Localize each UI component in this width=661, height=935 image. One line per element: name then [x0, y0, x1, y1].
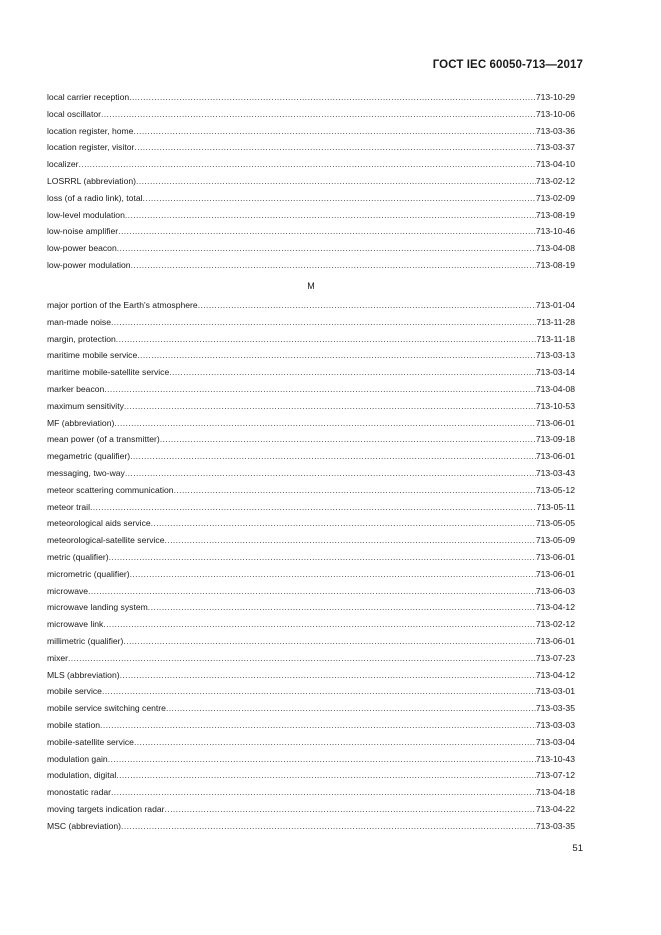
index-term: LOSRRL (abbreviation)	[47, 175, 137, 186]
dot-leader	[118, 223, 536, 240]
index-term: micrometric (qualifier)	[47, 568, 130, 579]
index-term: millimetric (qualifier)	[47, 635, 124, 646]
dot-leader	[102, 683, 536, 700]
index-code: 713-08-19	[535, 209, 575, 220]
dot-leader	[148, 599, 536, 616]
index-code: 713-04-08	[535, 383, 575, 394]
index-code: 713-10-46	[535, 226, 575, 237]
index-term: meteor scattering communication	[47, 484, 174, 495]
index-entry	[47, 583, 575, 600]
index-code: 713-06-01	[535, 451, 575, 462]
index-code: 713-02-12	[535, 175, 575, 186]
index-entry	[47, 818, 575, 835]
index-entry	[47, 139, 575, 156]
index-code: 713-06-03	[535, 585, 575, 596]
index-code: 713-06-01	[535, 417, 575, 428]
dot-leader	[143, 190, 536, 207]
index-code: 713-03-03	[535, 719, 575, 730]
index-term: margin, protection	[47, 333, 116, 344]
dot-leader	[116, 767, 536, 784]
index-code: 713-03-01	[535, 686, 575, 697]
index-code: 713-10-29	[535, 92, 575, 102]
index-entry	[47, 499, 575, 516]
index-code: 713-05-11	[536, 501, 575, 512]
dot-leader	[131, 257, 536, 274]
index-term: MSC (abbreviation)	[47, 820, 122, 831]
index-term: low-power modulation	[47, 259, 131, 270]
index-entry	[47, 156, 575, 173]
dot-leader	[111, 314, 536, 331]
index-term: monostatic radar	[47, 787, 112, 798]
index-code: 713-03-35	[535, 820, 575, 831]
dot-leader	[124, 398, 536, 415]
index-entry	[47, 566, 575, 583]
dot-leader	[104, 381, 535, 398]
dot-leader	[114, 415, 535, 432]
index-entry	[47, 190, 575, 207]
index-term: mean power (of a transmitter)	[47, 434, 160, 445]
index-code: 713-03-14	[535, 367, 575, 378]
index-code: 713-03-37	[535, 142, 575, 153]
index-code: 713-04-12	[535, 602, 575, 613]
index-entry	[47, 415, 575, 432]
dot-leader	[121, 818, 536, 835]
index-entry	[47, 240, 575, 257]
index-term: mixer	[47, 652, 69, 663]
index-term: messaging, two-way	[47, 467, 125, 478]
dot-leader	[108, 751, 536, 768]
index-term: low-power beacon	[47, 243, 117, 254]
index-entry	[47, 364, 575, 381]
index-term: low-noise amplifier	[47, 226, 119, 237]
index-entry	[47, 448, 575, 465]
index-term: metric (qualifier)	[47, 551, 109, 562]
index-code: 713-04-22	[535, 803, 575, 814]
index-term: meteor trail	[47, 501, 90, 512]
dot-leader	[116, 331, 537, 348]
index-term: location register, visitor	[47, 142, 135, 153]
dot-leader	[165, 801, 536, 818]
index-term: moving targets indication radar	[47, 803, 165, 814]
index-code: 713-02-09	[535, 192, 575, 203]
dot-leader	[130, 448, 536, 465]
index-term: mobile station	[47, 719, 101, 730]
index-term: microwave	[47, 585, 89, 596]
index-entry	[47, 89, 575, 106]
index-entry	[47, 297, 575, 314]
dot-leader	[165, 532, 536, 549]
index-term: modulation, digital	[47, 770, 117, 781]
index-entry	[47, 123, 575, 140]
index-code: 713-10-06	[535, 108, 575, 119]
dot-leader	[125, 207, 536, 224]
index-entry	[47, 515, 575, 532]
index-entry	[47, 173, 575, 190]
index-term: mobile service	[47, 686, 102, 697]
document-header: ГОСТ IEC 60050-713—2017	[432, 59, 583, 71]
index-code: 713-04-18	[535, 787, 575, 798]
index-code: 713-10-43	[535, 753, 575, 764]
index-term: localizer	[47, 159, 79, 170]
dot-leader	[123, 633, 535, 650]
index-term: local oscillator	[47, 108, 101, 119]
index-code: 713-04-10	[535, 159, 575, 170]
index-term: local carrier reception	[47, 92, 130, 102]
index-entry	[47, 398, 575, 415]
dot-leader	[166, 700, 536, 717]
index-term: maritime mobile-satellite service	[47, 367, 170, 378]
index-entry	[47, 482, 575, 499]
dot-leader	[90, 499, 536, 516]
index-code: 713-07-23	[535, 652, 575, 663]
index-code: 713-06-01	[535, 635, 575, 646]
index-code: 713-05-12	[535, 484, 575, 495]
index-entry	[47, 751, 575, 768]
index-entry	[47, 784, 575, 801]
dot-leader	[88, 583, 536, 600]
index-term: mobile service switching centre	[47, 703, 166, 714]
index-code: 713-11-28	[536, 316, 575, 327]
index-term: loss (of a radio link), total	[47, 192, 143, 203]
index-entry	[47, 347, 575, 364]
index-entry	[47, 667, 575, 684]
dot-leader	[137, 347, 536, 364]
dot-leader	[79, 156, 536, 173]
index-entry	[47, 532, 575, 549]
index-code: 713-04-12	[535, 669, 575, 680]
index-term: marker beacon	[47, 383, 105, 394]
index-term: major portion of the Earth's atmosphere	[47, 300, 198, 310]
dot-leader	[134, 734, 536, 751]
index-term: microwave link	[47, 619, 104, 630]
index-term: location register, home	[47, 125, 134, 136]
index-entry	[47, 207, 575, 224]
dot-leader	[117, 240, 536, 257]
dot-leader	[160, 431, 536, 448]
index-code: 713-06-01	[535, 551, 575, 562]
index-code: 713-04-08	[535, 243, 575, 254]
dot-leader	[101, 106, 536, 123]
index-code: 713-09-18	[535, 434, 575, 445]
index-entry	[47, 223, 575, 240]
index-entry	[47, 650, 575, 667]
dot-leader	[129, 89, 536, 106]
dot-leader	[136, 173, 536, 190]
index-entry	[47, 734, 575, 751]
dot-leader	[103, 616, 535, 633]
dot-leader	[100, 717, 536, 734]
index-entry	[47, 683, 575, 700]
index-entry	[47, 465, 575, 482]
index-term: maximum sensitivity	[47, 400, 124, 411]
index-code: 713-03-35	[535, 703, 575, 714]
index-entry	[47, 633, 575, 650]
dot-leader	[68, 650, 536, 667]
index-entry	[47, 700, 575, 717]
index-code: 713-11-18	[536, 333, 575, 344]
page-number: 51	[572, 843, 583, 854]
index-term: low-level modulation	[47, 209, 125, 220]
section-letter-heading: M	[307, 281, 315, 291]
index-code: 713-10-53	[535, 400, 575, 411]
dot-leader	[151, 515, 536, 532]
index-term: mobile-satellite service	[47, 736, 134, 747]
index-code: 713-01-04	[535, 300, 575, 310]
index-code: 713-07-12	[535, 770, 575, 781]
index-entry	[47, 549, 575, 566]
index-term: MLS (abbreviation)	[47, 669, 120, 680]
index-term: maritime mobile service	[47, 350, 138, 361]
index-entry	[47, 717, 575, 734]
index-term: man-made noise	[47, 316, 112, 327]
index-section-l	[47, 89, 575, 274]
dot-leader	[169, 364, 536, 381]
index-term: modulation gain	[47, 753, 108, 764]
dot-leader	[125, 465, 536, 482]
dot-leader	[134, 139, 535, 156]
index-term: MF (abbreviation)	[47, 417, 115, 428]
index-entry	[47, 257, 575, 274]
index-entry	[47, 767, 575, 784]
index-code: 713-05-09	[535, 535, 575, 546]
dot-leader	[109, 549, 536, 566]
index-code: 713-03-36	[535, 125, 575, 136]
index-term: megametric (qualifier)	[47, 451, 131, 462]
index-entry	[47, 314, 575, 331]
index-code: 713-06-01	[535, 568, 575, 579]
index-entry	[47, 431, 575, 448]
dot-leader	[111, 784, 536, 801]
dot-leader	[120, 667, 536, 684]
dot-leader	[130, 566, 536, 583]
index-entry	[47, 801, 575, 818]
index-code: 713-03-04	[535, 736, 575, 747]
index-term: microwave landing system	[47, 602, 148, 613]
index-entry	[47, 381, 575, 398]
index-entry	[47, 599, 575, 616]
index-code: 713-03-43	[535, 467, 575, 478]
index-entry	[47, 106, 575, 123]
index-code: 713-02-12	[535, 619, 575, 630]
index-section-m	[47, 297, 575, 835]
dot-leader	[133, 123, 535, 140]
index-code: 713-05-05	[535, 518, 575, 529]
index-code: 713-03-13	[535, 350, 575, 361]
index-entry	[47, 331, 575, 348]
index-term: meteorological aids service	[47, 518, 151, 529]
dot-leader	[174, 482, 536, 499]
index-term: meteorological-satellite service	[47, 535, 165, 546]
index-code: 713-08-19	[535, 259, 575, 270]
dot-leader	[198, 297, 536, 314]
index-entry	[47, 616, 575, 633]
